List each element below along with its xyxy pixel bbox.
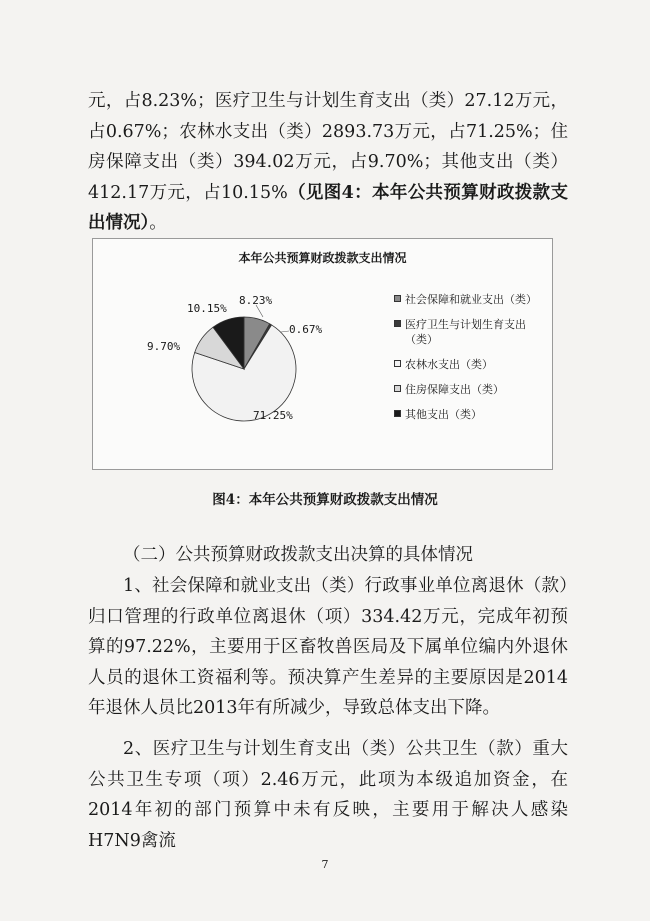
legend-item-2 xyxy=(394,357,548,372)
legend-item-1 xyxy=(394,317,548,347)
legend-label-4: 其他支出（类） xyxy=(405,408,482,421)
intro-end: 。 xyxy=(149,213,167,233)
figure-reference: （见图4：本年公共预算财政拨款支出情况） xyxy=(88,182,568,233)
section-heading: （二）公共预算财政拨款支出决算的具体情况 xyxy=(123,545,473,565)
legend-item-3 xyxy=(394,382,548,397)
legend-swatch-1 xyxy=(394,320,401,327)
intro-paragraph xyxy=(88,86,568,239)
legend-label-0: 社会保障和就业支出（类） xyxy=(405,293,537,306)
paragraph-1: 1、社会保障和就业支出（类）行政事业单位离退休（款）归口管理的行政单位离退休（项）334.42万元，完成年初预算的97.22%，主要用于区畜牧兽医局及下属单位编内外退休人员的退休工资福利等。预决算产生差异的主要原因是2014年退休人员比2013年有所减少，导致总体支出下降。 xyxy=(88,576,568,718)
legend-label-1: 医疗卫生与计划生育支出（类） xyxy=(405,318,526,346)
slice-label-3: 9.70% xyxy=(147,340,181,353)
slice-label-0: 8.23% xyxy=(239,294,273,307)
chart-title: 本年公共预算财政拨款支出情况 xyxy=(238,251,407,265)
legend-swatch-2 xyxy=(394,360,401,367)
slice-label-2: 71.25% xyxy=(253,409,293,422)
paragraph-2: 2、医疗卫生与计划生育支出（类）公共卫生（款）重大公共卫生专项（项）2.46万元，此项为本级追加资金，在2014年初的部门预算中未有反映，主要用于解决人感染 H7N9禽流 xyxy=(88,739,568,851)
page-number: 7 xyxy=(321,858,329,871)
intro-text: 元，占8.23%；医疗卫生与计划生育支出（类）27.12万元，占0.67%；农林水支出（类）2893.73万元，占71.25%；住房保障支出（类）394.02万元，占9.70%；其他支出（类）412.17万元，占10.15% xyxy=(88,91,568,203)
legend-swatch-0 xyxy=(394,295,401,302)
slice-label-4: 10.15% xyxy=(187,302,227,315)
legend-swatch-4 xyxy=(394,410,401,417)
leader-line-1 xyxy=(281,331,289,332)
legend-swatch-3 xyxy=(394,385,401,392)
pie-chart-figure xyxy=(92,238,553,470)
legend-label-3: 住房保障支出（类） xyxy=(405,383,504,396)
chart-legend xyxy=(394,292,548,432)
legend-label-2: 农林水支出（类） xyxy=(405,358,493,371)
legend-item-0 xyxy=(394,292,548,307)
slice-label-1: 0.67% xyxy=(289,323,323,336)
figure-caption: 图4：本年公共预算财政拨款支出情况 xyxy=(212,492,438,508)
legend-item-4 xyxy=(394,407,548,422)
